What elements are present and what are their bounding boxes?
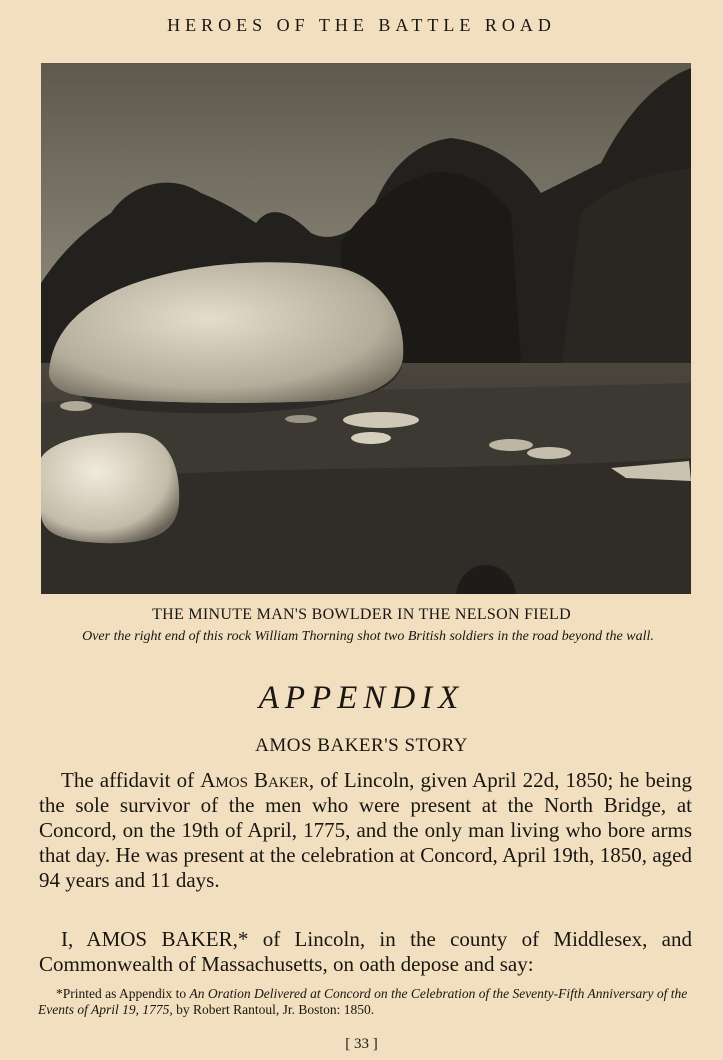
paragraph-rest: , of Lincoln, given April 22d, 1850; he being the sole survivor of the men who were present at the North Bridge, at Concord, on the 19th of April, 1775, and the only man living who bore arms that day. He was present at the celebration at Concord, April 19th, 1850, aged 94 years and 11 days.	[39, 768, 692, 892]
name-small-caps: Amos Baker	[200, 768, 309, 792]
appendix-heading: APPENDIX	[258, 680, 465, 716]
oath-paragraph: I, AMOS BAKER,* of Lincoln, in the county of Middlesex, and Commonwealth of Massachusetts, on oath depose and say:	[39, 927, 692, 976]
photo-caption-text: Over the right end of this rock William Thorning shot two British soldiers in the road beyond the wall.	[82, 629, 654, 644]
footnote-lead: *Printed as Appendix to	[56, 986, 190, 1001]
boulder-photograph	[41, 63, 691, 594]
paragraph-lead: The affidavit of	[61, 768, 201, 792]
page-number: [ 33 ]	[345, 1036, 378, 1052]
footnote-work-title: An Oration Delivered at Concord on the Celebration of the Seventy-Fifth Anniversary of the Events of April 19, 1775,	[38, 986, 688, 1017]
footnote-tail: by Robert Rantoul, Jr. Boston: 1850.	[172, 1002, 375, 1017]
photo-caption-title: THE MINUTE MAN'S BOWLDER IN THE NELSON FIELD	[152, 606, 571, 623]
affidavit-paragraph	[39, 768, 692, 893]
story-title: AMOS BAKER'S STORY	[255, 735, 468, 756]
footnote	[38, 986, 693, 1018]
running-head: HEROES OF THE BATTLE ROAD	[167, 15, 556, 35]
